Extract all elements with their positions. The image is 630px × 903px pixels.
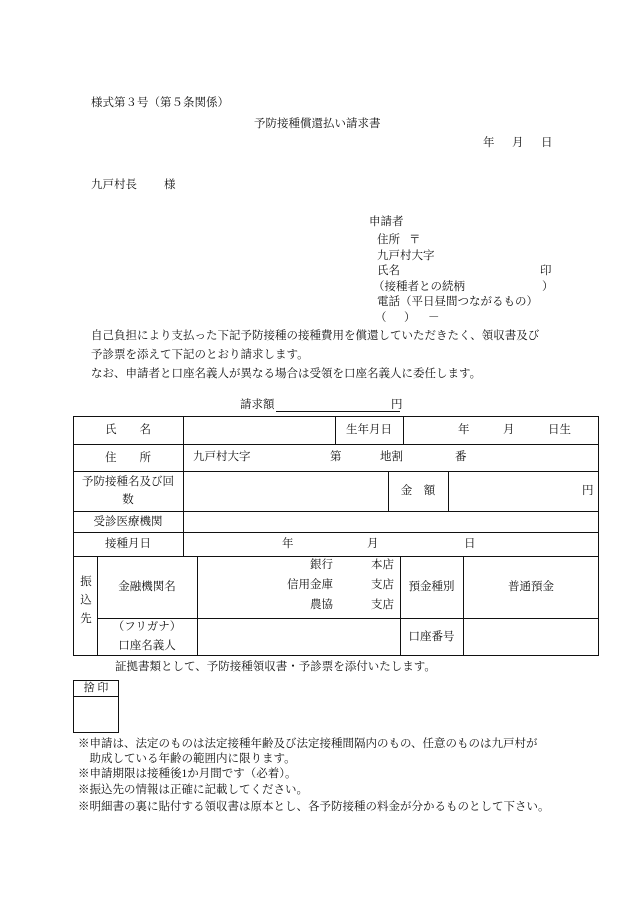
vaccine-label: 予防接種名及び回数 <box>82 476 174 506</box>
addressee-name: 九戸村長 <box>91 179 137 191</box>
date-year-label: 年 <box>483 137 495 149</box>
account-number-field <box>463 618 599 655</box>
vaccination-day-label: 日 <box>464 538 476 550</box>
claim-label: 請求額 <box>240 399 275 411</box>
bank-type: 銀行 <box>310 559 333 571</box>
vaccine-label-cell <box>73 471 183 511</box>
bank-label: 金融機関名 <box>118 581 176 593</box>
phone-label: 電話（平日昼間つながるもの） <box>377 296 538 308</box>
applicant-name-label: 氏名 <box>377 265 400 277</box>
request-text-line: 自己負担により支払った下記予防接種の接種費用を償還していただきたく、領収書及び <box>91 330 540 342</box>
vaccine-field <box>183 471 388 511</box>
amount-label: 金 額 <box>400 485 436 497</box>
name-field <box>183 416 335 444</box>
relation-label: （接種者との続柄 <box>373 281 465 293</box>
address-village: 九戸村大字 <box>193 451 251 463</box>
furigana-label: （フリガナ） <box>112 620 182 633</box>
vaccination-month-label: 月 <box>367 538 379 550</box>
branch-type: 支店 <box>371 579 394 591</box>
transfer-label-cell <box>73 556 97 650</box>
phone-open: （ <box>375 312 387 324</box>
deposit-type-value: 普通預金 <box>508 581 554 593</box>
attachment-note: 証拠書類として、予防接種領収書・予診票を添付いたします。 <box>115 661 436 673</box>
note-line: ※申請期限は接種後1か月間です（必着）。 <box>78 768 297 780</box>
applicant-village: 九戸村大字 <box>377 250 435 262</box>
account-holder-cell <box>97 618 197 655</box>
transfer-label: 振込先 <box>79 575 91 631</box>
clinic-label: 受診医療機関 <box>93 515 163 528</box>
bank-type: 信用金庫 <box>287 579 333 591</box>
vaccination-year-label: 年 <box>282 538 294 550</box>
address-ban: 番 <box>455 451 467 463</box>
relation-close: ） <box>542 281 554 293</box>
claim-unit: 円 <box>391 399 403 411</box>
account-holder-label: 口座名義人 <box>118 639 176 652</box>
note-line: ※明細書の裏に貼付する領収書は原本とし、各予防接種の料金が分かるものとして下さい。 <box>78 801 550 813</box>
note-line: ※申請は、法定のものは法定接種年齢及び法定接種間隔内のもの、任意のものは九戸村が <box>78 738 538 750</box>
request-text-line: 予診票を添えて下記のとおり請求します。 <box>91 349 309 361</box>
birth-year-label: 年 <box>458 424 470 436</box>
deposit-type-label: 預金種別 <box>408 581 455 593</box>
vaccination-date-label: 接種月日 <box>105 538 151 550</box>
form-title: 予防接種償還払い請求書 <box>254 118 381 130</box>
phone-dash: － <box>428 312 440 324</box>
birth-date-label: 生年月日 <box>346 424 392 436</box>
account-number-label: 口座番号 <box>408 630 455 643</box>
address-chiwari: 地割 <box>380 451 403 463</box>
address-dai: 第 <box>330 451 342 463</box>
applicant-heading: 申請者 <box>369 216 404 228</box>
name-label: 氏 名 <box>105 424 151 436</box>
branch-type: 支店 <box>371 599 394 611</box>
account-holder-field <box>197 618 400 655</box>
note-line: 助成している年齢の範囲内に限ります。 <box>78 753 296 765</box>
date-day-label: 日 <box>541 137 553 149</box>
date-month-label: 月 <box>512 137 524 149</box>
address-label: 住 所 <box>105 451 151 464</box>
request-text-line: なお、申請者と口座名義人が異なる場合は受領を口座名義人に委任します。 <box>91 368 482 380</box>
seal-mark: 印 <box>540 265 552 277</box>
form-id: 様式第３号（第５条関係） <box>91 97 229 109</box>
discard-stamp-label: 捨 印 <box>74 681 118 697</box>
birth-day-label: 日生 <box>548 424 571 436</box>
discard-stamp-box <box>73 680 119 733</box>
bank-type: 農協 <box>310 599 333 611</box>
amount-unit: 円 <box>582 485 594 497</box>
birth-month-label: 月 <box>503 424 515 436</box>
addressee-honorific: 様 <box>164 179 176 191</box>
postal-mark: 〒 <box>409 234 421 246</box>
branch-type: 本店 <box>371 559 394 571</box>
applicant-address-label: 住所 <box>377 234 400 246</box>
note-line: ※振込先の情報は正確に記載してください。 <box>78 784 308 796</box>
phone-close: ） <box>404 312 416 324</box>
